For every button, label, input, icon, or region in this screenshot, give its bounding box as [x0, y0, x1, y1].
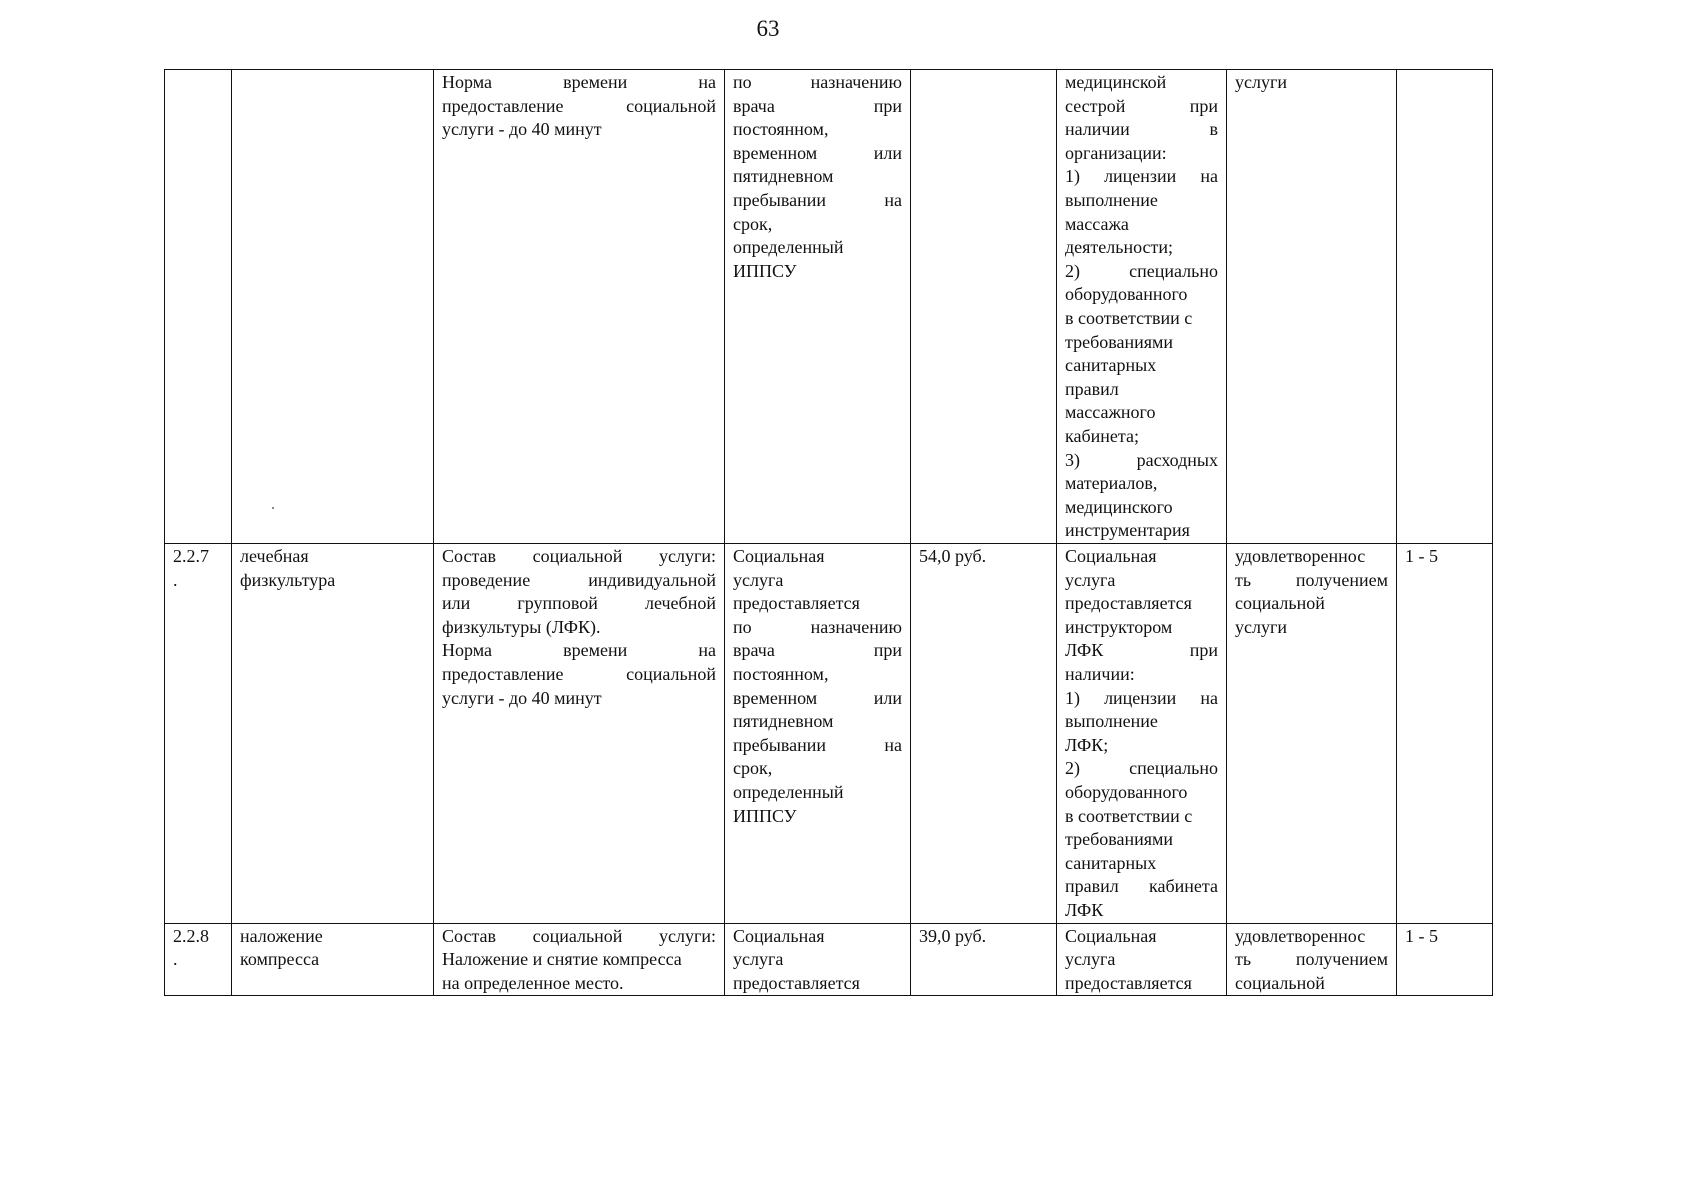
word: специально — [1129, 758, 1218, 779]
word: назначению — [810, 616, 902, 637]
word: временном — [733, 142, 818, 163]
text-line: услуга — [1065, 569, 1116, 590]
word: в — [1209, 119, 1218, 140]
text-line: определенный — [733, 237, 844, 258]
text-line — [1065, 260, 1218, 284]
text-line: требованиями — [1065, 829, 1174, 850]
word: Норма — [442, 72, 492, 92]
text-line — [733, 95, 902, 119]
text-line: определенный — [733, 781, 844, 802]
text-line: Социальная — [1065, 546, 1157, 566]
cell-provision-conditions — [725, 70, 911, 544]
word: или — [873, 687, 902, 708]
word: Состав — [442, 925, 497, 946]
word: на — [698, 640, 716, 661]
text-line: ИППСУ — [733, 260, 797, 281]
cell-provision-conditions — [725, 544, 911, 924]
text-line: материалов, — [1065, 473, 1158, 494]
word: при — [1189, 640, 1218, 661]
text-line: постоянном, — [733, 663, 829, 684]
text-line: ЛФК; — [1065, 734, 1109, 755]
word: лицензии — [1104, 166, 1177, 187]
word: назначению — [810, 72, 902, 92]
cell-service-name — [232, 70, 434, 544]
word: на — [884, 734, 902, 755]
cell-tariff — [911, 923, 1057, 996]
scan-speck — [272, 507, 274, 509]
text-line: 1 - 5 — [1405, 546, 1438, 566]
word: специально — [1129, 260, 1218, 281]
text-line — [1235, 569, 1388, 593]
cell-quality-indicator — [1227, 544, 1397, 924]
text-line: физкультуры (ЛФК). — [442, 616, 601, 637]
text-line: в соответствии с — [1065, 307, 1193, 328]
cell-provider-conditions — [1057, 923, 1227, 996]
word: по — [733, 616, 752, 637]
word: услуги: — [658, 546, 716, 566]
word: 1) — [1065, 166, 1080, 187]
text-line: удовлетвореннос — [1235, 546, 1366, 566]
text-line — [733, 687, 902, 711]
word: предоставление — [442, 95, 564, 116]
text-line: кабинета; — [1065, 425, 1139, 446]
text-line: Социальная — [733, 925, 825, 946]
text-line: ИППСУ — [733, 805, 797, 826]
text-line — [442, 592, 716, 616]
text-line: выполнение — [1065, 189, 1158, 210]
word: ть — [1235, 949, 1252, 970]
text-line — [733, 71, 902, 95]
cell-provider-conditions — [1057, 70, 1227, 544]
word: на — [698, 72, 716, 92]
text-line: на определенное место. — [442, 972, 624, 993]
text-line: Наложение и снятие компресса — [442, 949, 682, 970]
word: на — [884, 189, 902, 210]
word: социальной — [626, 663, 716, 684]
text-line: наличии: — [1065, 663, 1135, 684]
word: сестрой — [1065, 95, 1126, 116]
word: предоставление — [442, 663, 564, 684]
text-line: физкультура — [240, 569, 336, 590]
cell-rating — [1397, 923, 1493, 996]
text-line: срок, — [733, 758, 773, 779]
text-line: удовлетвореннос — [1235, 925, 1366, 946]
text-line — [442, 925, 716, 949]
text-line — [1065, 95, 1218, 119]
table-row — [165, 923, 1493, 996]
text-line: медицинской — [1065, 72, 1167, 92]
word: при — [1189, 95, 1218, 116]
text-line: услуги - до 40 минут — [442, 687, 602, 708]
text-line: пятидневном — [733, 166, 834, 187]
text-line: деятельности; — [1065, 237, 1174, 258]
word: на — [1200, 687, 1218, 708]
text-line: социальной — [1235, 593, 1325, 614]
cell-number — [165, 923, 232, 996]
text-line: предоставляется — [733, 972, 860, 993]
table-row — [165, 70, 1493, 544]
text-line: в соответствии с — [1065, 805, 1193, 826]
word: при — [873, 640, 902, 661]
cell-rating — [1397, 544, 1493, 924]
word: наличии — [1065, 119, 1130, 140]
text-line: организации: — [1065, 142, 1167, 163]
text-line: массажного — [1065, 402, 1156, 423]
word: услуги: — [658, 925, 716, 946]
word: Норма — [442, 640, 492, 661]
cell-number — [165, 70, 232, 544]
cell-tariff — [911, 70, 1057, 544]
word: пребывании — [733, 189, 827, 210]
text-line — [733, 616, 902, 640]
text-line: медицинского — [1065, 496, 1173, 517]
text-line: . — [173, 569, 178, 590]
text-line: оборудованного — [1065, 284, 1188, 305]
text-line: услуга — [733, 949, 784, 970]
word: врача — [733, 640, 775, 661]
cell-service-content — [434, 70, 725, 544]
text-line — [1065, 165, 1218, 189]
text-line — [1235, 948, 1388, 972]
text-line: срок, — [733, 213, 773, 234]
text-line: 2.2.8 — [173, 925, 209, 946]
text-line: правил — [1065, 378, 1119, 399]
cell-service-name — [232, 923, 434, 996]
text-line: пятидневном — [733, 711, 834, 732]
cell-quality-indicator — [1227, 923, 1397, 996]
word: врача — [733, 95, 775, 116]
word: по — [733, 72, 752, 92]
word: времени — [563, 640, 628, 661]
text-line — [1065, 757, 1218, 781]
text-line: 54,0 руб. — [919, 546, 987, 566]
text-line — [1065, 687, 1218, 711]
word: лечебной — [644, 593, 716, 614]
text-line — [442, 545, 716, 569]
text-line — [733, 734, 902, 758]
word: групповой — [517, 593, 598, 614]
cell-service-content — [434, 923, 725, 996]
word: получением — [1295, 569, 1388, 590]
text-line — [442, 569, 716, 593]
word: пребывании — [733, 734, 827, 755]
text-line: Социальная — [1065, 925, 1157, 946]
text-line: 1 - 5 — [1405, 925, 1438, 946]
text-line: предоставляется — [1065, 972, 1192, 993]
text-line: 39,0 руб. — [919, 925, 987, 946]
word: времени — [563, 72, 628, 92]
text-line: Социальная — [733, 546, 825, 566]
text-line: ЛФК — [1065, 899, 1104, 920]
word: или — [873, 142, 902, 163]
cell-quality-indicator — [1227, 70, 1397, 544]
cell-number — [165, 544, 232, 924]
cell-rating — [1397, 70, 1493, 544]
text-line: постоянном, — [733, 119, 829, 140]
word: расходных — [1136, 449, 1218, 470]
text-line: услуги - до 40 минут — [442, 119, 602, 140]
word: ть — [1235, 569, 1252, 590]
word: социальной — [532, 546, 623, 566]
cell-provider-conditions — [1057, 544, 1227, 924]
text-line: наложение — [240, 925, 323, 946]
services-table — [164, 69, 1493, 996]
text-line: предоставляется — [733, 593, 860, 614]
word: на — [1200, 166, 1218, 187]
word: проведение — [442, 569, 531, 590]
text-line — [1065, 449, 1218, 473]
text-line: инструментария — [1065, 520, 1190, 541]
text-line — [1065, 639, 1218, 663]
word: кабинета — [1149, 876, 1218, 897]
text-line — [733, 189, 902, 213]
text-line: санитарных — [1065, 355, 1157, 376]
text-line: инструктором — [1065, 616, 1173, 637]
word: социальной — [626, 95, 716, 116]
cell-service-content — [434, 544, 725, 924]
text-line: услуги — [1235, 72, 1287, 92]
text-line — [442, 71, 716, 95]
text-line — [733, 639, 902, 663]
table-row — [165, 544, 1493, 924]
word: 2) — [1065, 260, 1080, 281]
word: при — [873, 95, 902, 116]
text-line — [733, 142, 902, 166]
word: 1) — [1065, 687, 1080, 708]
word: Состав — [442, 546, 497, 566]
text-line — [442, 663, 716, 687]
text-line: компресса — [240, 949, 320, 970]
word: получением — [1295, 949, 1388, 970]
text-line: услуги — [1235, 616, 1287, 637]
text-line: лечебная — [240, 546, 309, 566]
text-line: услуга — [733, 569, 784, 590]
cell-provision-conditions — [725, 923, 911, 996]
cell-service-name — [232, 544, 434, 924]
text-line: услуга — [1065, 949, 1116, 970]
text-line: санитарных — [1065, 852, 1157, 873]
text-line: социальной — [1235, 972, 1325, 993]
cell-tariff — [911, 544, 1057, 924]
word: правил — [1065, 876, 1119, 897]
text-line — [1065, 875, 1218, 899]
text-line — [1065, 118, 1218, 142]
word: временном — [733, 687, 818, 708]
word: индивидуальной — [588, 569, 716, 590]
text-line: массажа — [1065, 213, 1129, 234]
word: 2) — [1065, 758, 1080, 779]
text-line — [442, 639, 716, 663]
text-line: выполнение — [1065, 711, 1158, 732]
page-number: 63 — [756, 16, 780, 41]
text-line: оборудованного — [1065, 781, 1188, 802]
text-line: . — [173, 949, 178, 970]
word: социальной — [532, 925, 623, 946]
word: ЛФК — [1065, 640, 1104, 661]
text-line: предоставляется — [1065, 593, 1192, 614]
text-line — [442, 95, 716, 119]
text-line: 2.2.7 — [173, 546, 209, 566]
word: 3) — [1065, 449, 1080, 470]
word: лицензии — [1104, 687, 1177, 708]
word: или — [442, 593, 471, 614]
text-line: требованиями — [1065, 331, 1174, 352]
